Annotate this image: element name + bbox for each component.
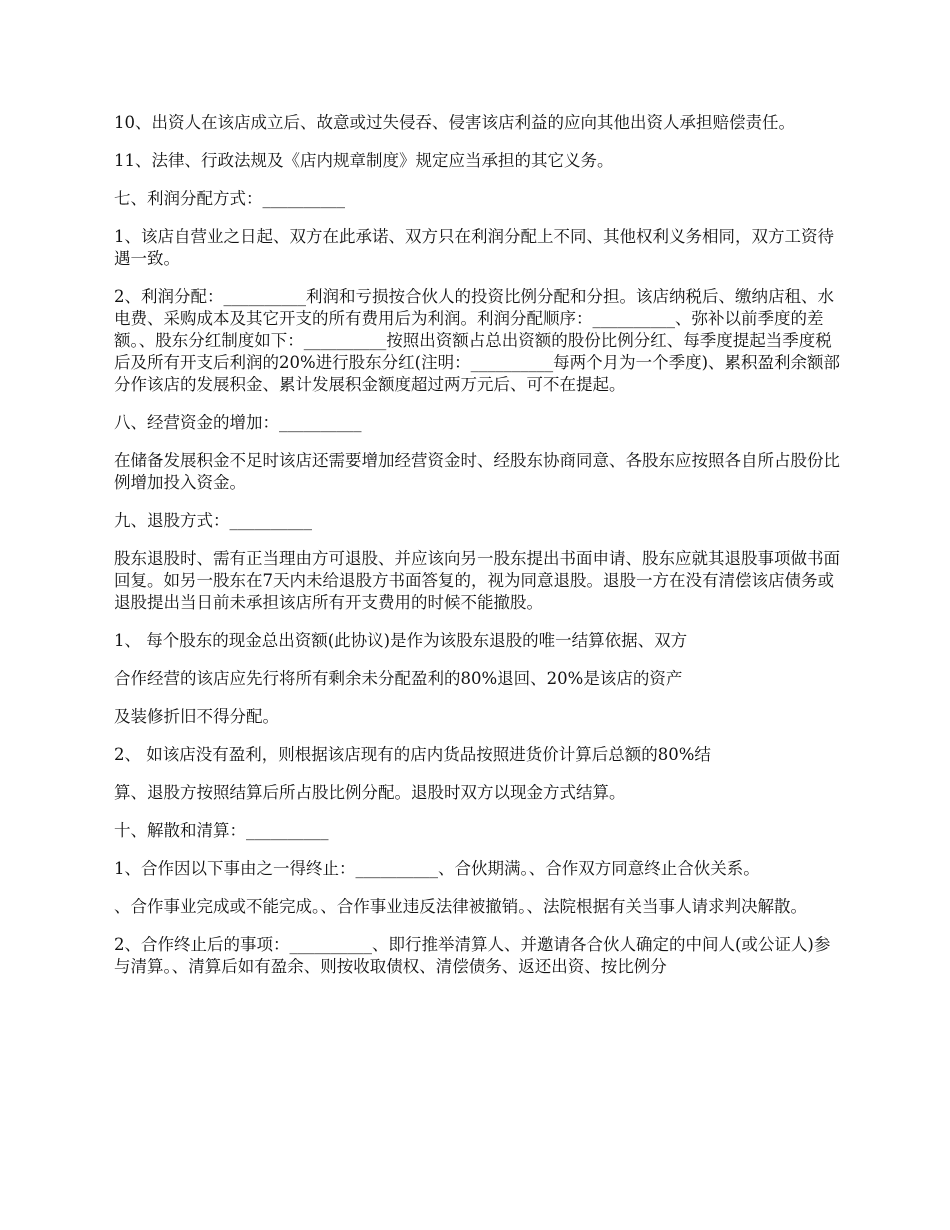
paragraph: 11、法律、行政法规及《店内规章制度》规定应当承担的其它义务。	[114, 151, 614, 170]
document-page	[114, 112, 842, 994]
paragraph: 2、利润分配：__________利润和亏损按合伙人的投资比例分配和分担。该店纳税后、缴纳店租、水电费、采购成本及其它开支的所有费用后为利润。利润分配顺序：__________、弥补以前季度的差额。、股东分红制度如下：__________按照出资额占总出资额的股份比例分红、每季度提起当季度税后及所有开支后利润的20%进行股东分红(注明：__________每两个月为一个季度)、累积盈利余额部分作该店的发展积金、累计发展积金额度超过两万元后、可不在提起。	[114, 287, 841, 394]
paragraph: 在储备发展积金不足时该店还需要增加经营资金时、经股东协商同意、各股东应按照各自所占股份比例增加投入资金。	[114, 451, 840, 492]
paragraph: 股东退股时、需有正当理由方可退股、并应该向另一股东提出书面申请、股东应就其退股事项做书面回复。如另一股东在7天内未给退股方书面答复的，视为同意退股。退股一方在没有清偿该店债务或退股提出当日前未承担该店所有开支费用的时候不能撤股。	[114, 549, 840, 612]
paragraph: 10、出资人在该店成立后、故意或过失侵吞、侵害该店利益的应向其他出资人承担赔偿责任。	[114, 113, 795, 132]
section-heading: 七、利润分配方式：__________	[114, 189, 345, 208]
paragraph: 2、合作终止后的事项：__________、即行推举清算人、并邀请各合伙人确定的中间人(或公证人)参与清算。、清算后如有盈余、则按收取债权、清偿债务、返还出资、按比例分	[114, 935, 831, 976]
paragraph: 、合作事业完成或不能完成。、合作事业违反法律被撤销。、法院根据有关当事人请求判决解散。	[114, 897, 807, 916]
section-heading: 八、经营资金的增加：__________	[114, 413, 362, 432]
paragraph: 及装修折旧不得分配。	[114, 707, 279, 726]
paragraph: 算、退股方按照结算后所占股比例分配。退股时双方以现金方式结算。	[114, 783, 626, 802]
paragraph: 1、合作因以下事由之一得终止：__________、合伙期满。、合作双方同意终止合伙关系。	[114, 859, 760, 878]
section-heading: 十、解散和清算：__________	[114, 821, 329, 840]
paragraph: 1、 每个股东的现金总出资额(此协议)是作为该股东退股的唯一结算依据、双方	[114, 631, 688, 650]
paragraph: 2、 如该店没有盈利，则根据该店现有的店内货品按照进货价计算后总额的80%结	[114, 745, 711, 764]
paragraph: 合作经营的该店应先行将所有剩余未分配盈利的80%退回、20%是该店的资产	[114, 669, 683, 688]
paragraph: 1、该店自营业之日起、双方在此承诺、双方只在利润分配上不同、其他权利义务相同，双方工资待遇一致。	[114, 227, 834, 268]
section-heading: 九、退股方式：__________	[114, 511, 312, 530]
